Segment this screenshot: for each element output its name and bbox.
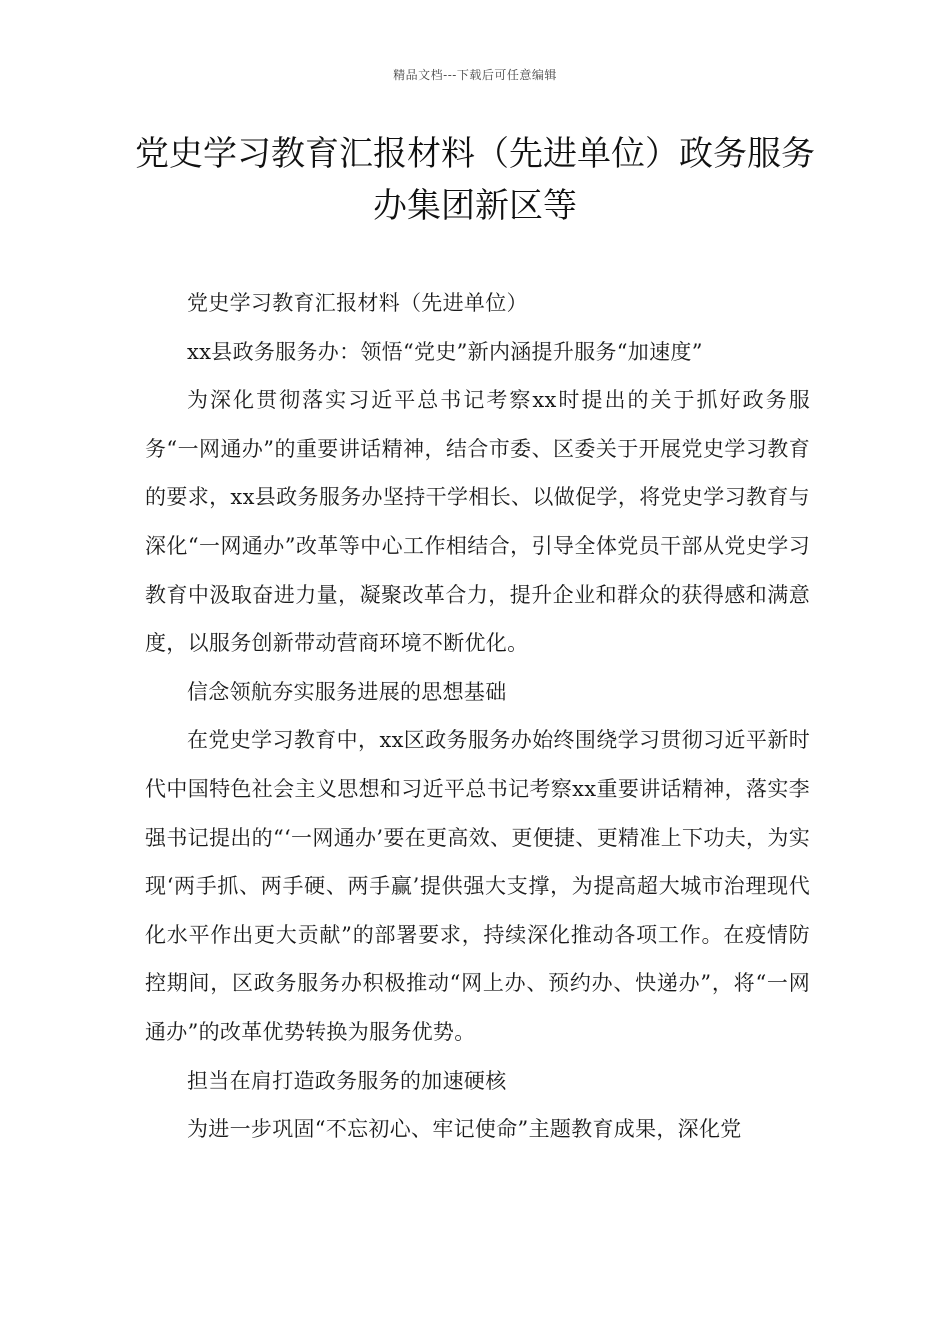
document-body bbox=[145, 279, 810, 1154]
section-heading-2: 担当在肩打造政务服务的加速硬核 bbox=[187, 1068, 507, 1093]
section-heading-1: 信念领航夯实服务进展的思想基础 bbox=[187, 679, 507, 704]
paragraph-section-1: 在党史学习教育中，xx区政务服务办始终围绕学习贯彻习近平新时代中国特色社会主义思想和习近平总书记考察xx重要讲话精神，落实李强书记提出的“‘一网通办’要在更高效、更便捷、更精准上下功夫，为实现‘两手抓、两手硬、两手赢’提供强大支撑，为提高超大城市治理现代化水平作出更大贡献”的部署要求，持续深化推动各项工作。在疫情防控期间，区政务服务办积极推动“网上办、预约办、快递办”，将“一网通办”的改革优势转换为服务优势。 bbox=[145, 728, 810, 1044]
paragraph-section-2: 为进一步巩固“不忘初心、牢记使命”主题教育成果，深化党 bbox=[187, 1117, 742, 1142]
page-header-watermark: 精品文档---下载后可任意编辑 bbox=[393, 68, 557, 82]
paragraph-intro: 为深化贯彻落实习近平总书记考察xx时提出的关于抓好政务服务“一网通办”的重要讲话精神，结合市委、区委关于开展党史学习教育的要求，xx县政务服务办坚持干学相长、以做促学，将党史学习教育与深化“一网通办”改革等中心工作相结合，引导全体党员干部从党史学习教育中汲取奋进力量，凝聚改革合力，提升企业和群众的获得感和满意度，以服务创新带动营商环境不断优化。 bbox=[145, 388, 810, 656]
paragraph-subtitle: 党史学习教育汇报材料（先进单位） bbox=[187, 291, 528, 315]
document-title: 党史学习教育汇报材料（先进单位）政务服务办集团新区等 bbox=[135, 134, 815, 226]
paragraph-heading: xx县政务服务办：领悟“党史”新内涵提升服务“加速度” bbox=[187, 339, 703, 364]
